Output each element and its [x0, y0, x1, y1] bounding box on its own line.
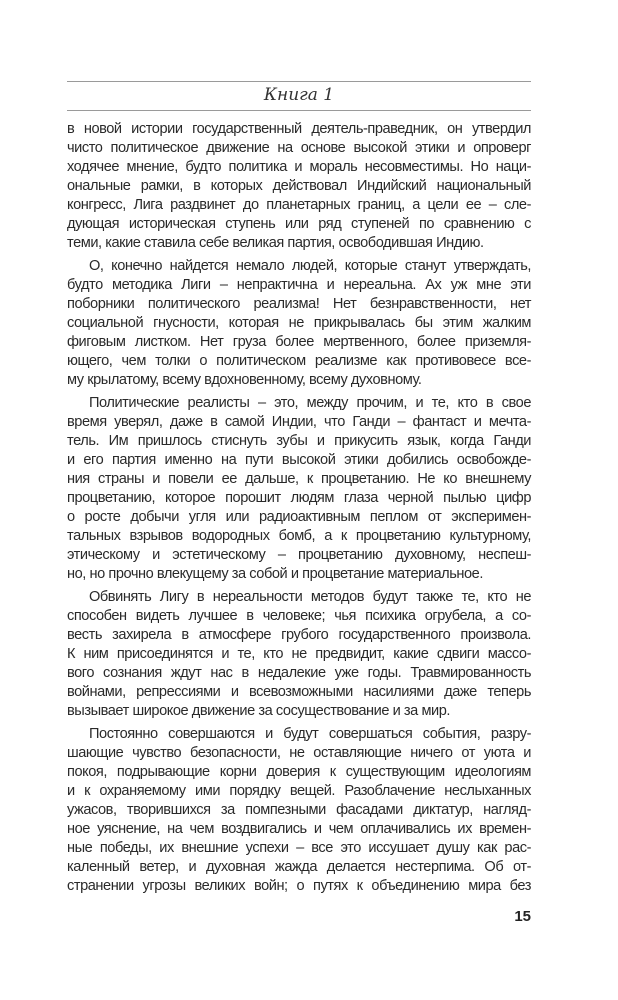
text-line: ональные рамки, в которых действовал Индийский национальный — [67, 178, 531, 194]
text-line: О, конечно найдется немало людей, которые станут утверждать, — [89, 258, 531, 274]
text-line: войнами, репрессиями и всевозможными насилиями даже теперь — [67, 684, 531, 700]
text-line: покоя, подрывающие корни доверия к существующим идеологиям — [67, 764, 531, 780]
text-line: и к охраняемому ими порядку вещей. Разоблачение неслыханных — [67, 783, 531, 799]
page-body-text — [67, 120, 531, 900]
text-line: дующая историческая ступень или ряд ступеней по сравнению с — [67, 216, 531, 232]
text-line: ные победы, их внешние успехи – все это иссушает душу как рас- — [67, 840, 531, 856]
text-line: вого сознания ждут нас в недалекие уже годы. Травмированность — [67, 665, 531, 681]
text-line: в новой истории государственный деятель-праведник, он утвердил — [67, 121, 531, 137]
text-line: процветанию, которое порошит людям глаза черной пылью цифр — [67, 490, 531, 506]
text-line: Обвинять Лигу в нереальности методов будут также те, кто не — [89, 589, 531, 605]
text-line: способен видеть лучшее в человеке; чья психика огрубела, а со- — [67, 608, 531, 624]
text-line: К ним присоединятся и те, кто не предвидит, какие сдвиги массо- — [67, 646, 531, 662]
text-line: фиговым листком. Нет груза более мертвенного, более приземля- — [67, 334, 531, 350]
paragraph — [67, 725, 531, 896]
text-line: и его партия именно на пути высокой этики добились освобожде- — [67, 452, 531, 468]
text-line: ное уяснение, на чем воздвигались и чем оплачивались их времен- — [67, 821, 531, 837]
running-head: Книга 1 — [263, 85, 335, 105]
text-line: тальных взрывов водородных бомб, а к процветанию культурному, — [67, 528, 531, 544]
paragraph — [67, 120, 531, 253]
text-line: вызывает широкое движение за сосуществование и за мир. — [67, 703, 450, 719]
text-line: Постоянно совершаются и будут совершаться события, разру- — [89, 726, 531, 742]
text-line: ужасов, творившихся за помпезными фасадами диктатур, нагляд- — [67, 802, 531, 818]
text-line: Политические реалисты – это, между прочим, и те, кто в свое — [89, 395, 531, 411]
text-line: о росте добычи угля или радиоактивным пеплом от эксперимен- — [67, 509, 531, 525]
text-line: каленный ветер, и духовная жажда делается нестерпима. Об от- — [67, 859, 531, 875]
text-line: поборники политического реализма! Нет безнравственности, нет — [67, 296, 531, 312]
text-line: социальной гнусности, которая не прикрывалась бы этим жалким — [67, 315, 531, 331]
text-line: конгресс, Лига раздвинет до планетарных границ, а цели ее – сле- — [67, 197, 531, 213]
header-rule — [67, 110, 531, 111]
text-line: весть захирела в атмосфере грубого государственного произвола. — [67, 627, 531, 643]
text-line: ния страны и повели ее дальше, к процветанию. Не ко внешнему — [67, 471, 531, 487]
text-line: странении угрозы великих войн; о путях к объединению мира без — [67, 878, 531, 894]
text-line: время уверял, даже в самой Индии, что Ганди – фантаст и мечта- — [67, 414, 531, 430]
page-number: 15 — [514, 908, 531, 925]
paragraph — [67, 257, 531, 390]
text-line: ходячее мнение, будто политика и мораль несовместимы. Но наци- — [67, 159, 531, 175]
text-line: ющего, чем толки о политическом реализме как противовесе все- — [67, 353, 531, 369]
text-line: будто методика Лиги – непрактична и нереальна. Ах уж мне эти — [67, 277, 531, 293]
text-line: чисто политическое движение на основе высокой этики и опроверг — [67, 140, 531, 156]
paragraph — [67, 394, 531, 584]
top-rule — [67, 81, 531, 82]
text-line: му крылатому, всему вдохновенному, всему духовному. — [67, 372, 422, 388]
text-line: но, но прочно влекущему за собой и процветание материальное. — [67, 566, 483, 582]
text-line: шающие чувство безопасности, не оставляющие ничего от уюта и — [67, 745, 531, 761]
text-line: тель. Им пришлось стиснуть зубы и прикусить язык, когда Ганди — [67, 433, 531, 449]
text-line: этическому и эстетическому – процветанию духовному, неспеш- — [67, 547, 531, 563]
text-line: теми, какие ставила себе великая партия, освободившая Индию. — [67, 235, 484, 251]
paragraph — [67, 588, 531, 721]
